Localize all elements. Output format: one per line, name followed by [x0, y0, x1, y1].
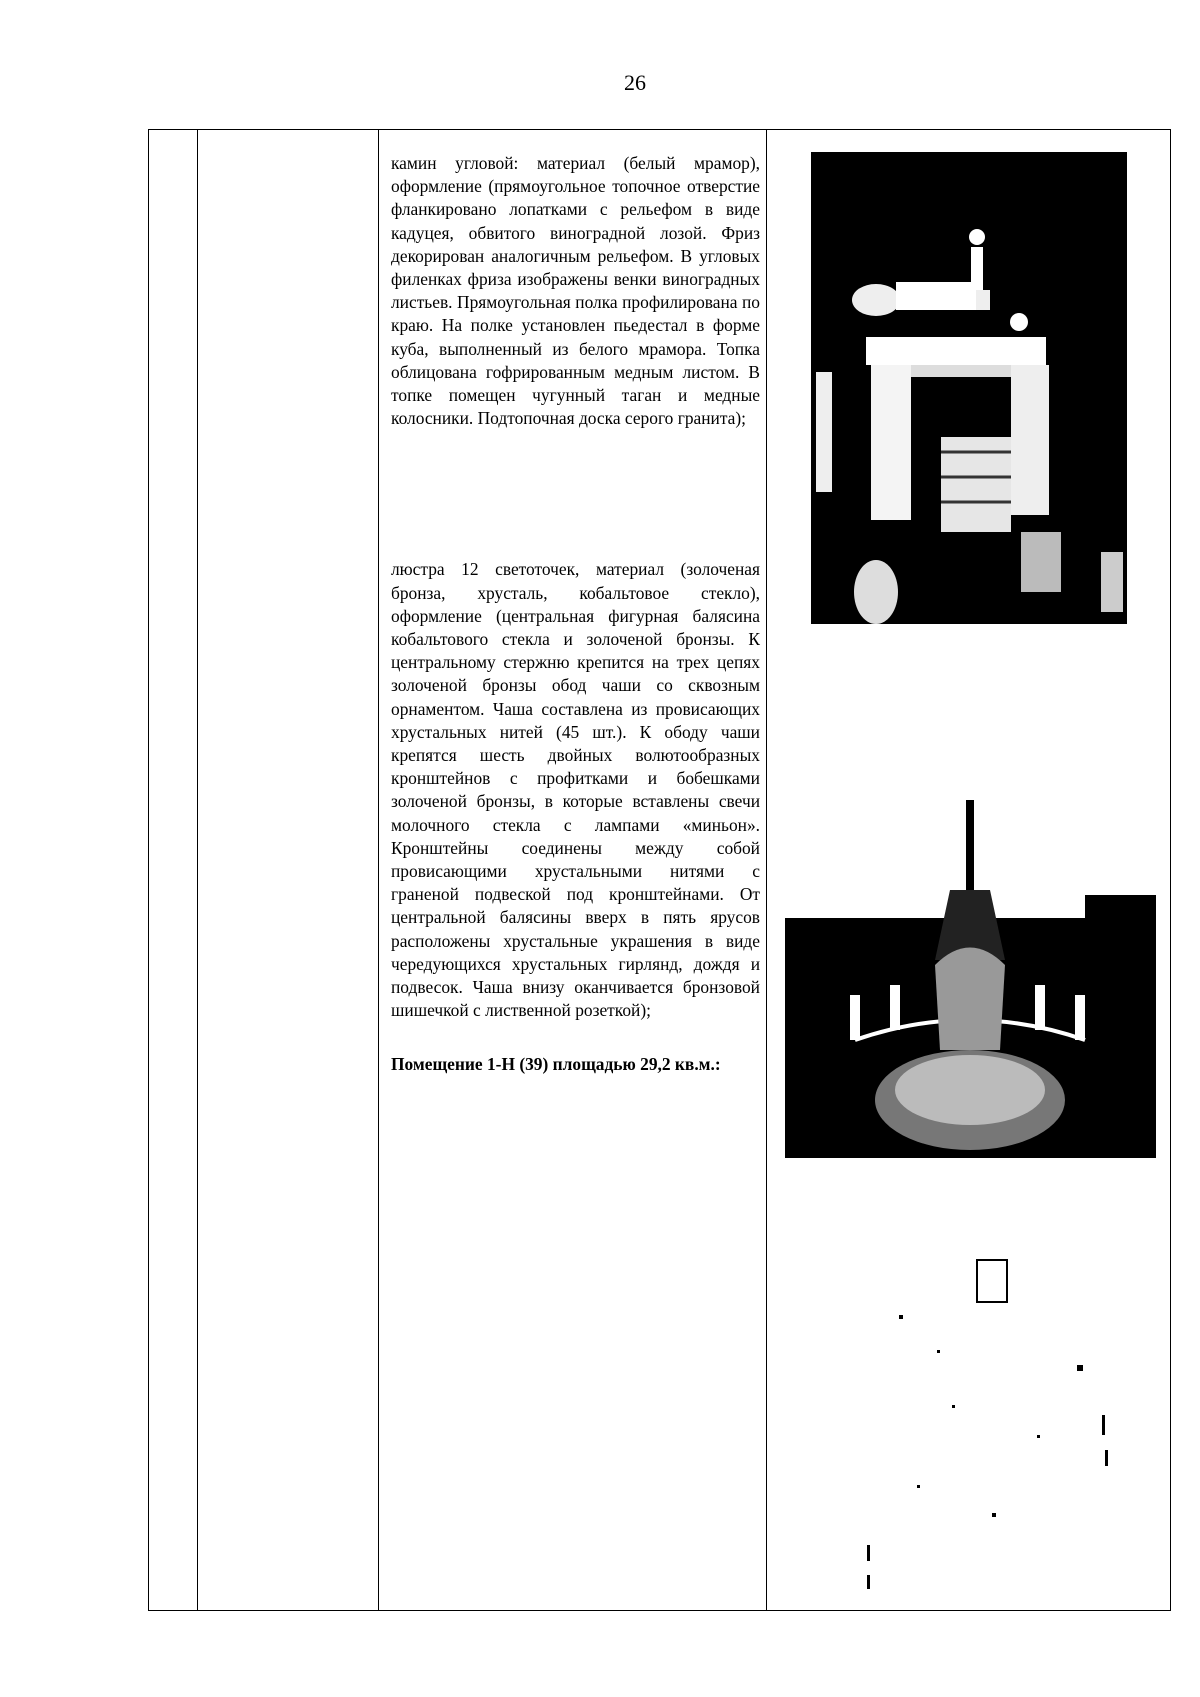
document-table [148, 129, 1171, 1611]
chandelier-photo [785, 800, 1156, 1158]
description-cell [379, 130, 767, 1611]
name-cell [198, 130, 379, 1611]
fireplace-photo [811, 152, 1127, 624]
room-photo [827, 1255, 1117, 1610]
chandelier-description: люстра 12 светоточек, материал (золоченая бронза, хрусталь, кобальтовое стекло), оформление (центральная фигурная балясина кобальтового стекла и золоченой бронзы. К центральному стержню крепится на трех цепях золоченой бронзы обод чаши со сквозным орнаментом. Чаша составлена из провисающих хрустальных нитей (45 шт.). К ободу чаши крепятся шесть двойных волютообразных кронштейнов с профитками и бобешками золоченой бронзы, в которые вставлены свечи молочного стекла с лампами «миньон». Кронштейны соединены между собой провисающими хрустальными нитями с граненой подвеской под кронштейнами. От центральной балясины вверх в пять ярусов расположены хрустальные украшения в виде чередующихся хрустальных гирлянд, дождя и подвесок. Чаша внизу оканчивается бронзовой шишечкой с лиственной розеткой); [391, 559, 760, 1021]
photo-cell [767, 130, 1171, 1611]
room-heading: Помещение 1-Н (39) площадью 29,2 кв.м.: [391, 1053, 721, 1074]
fireplace-description: камин угловой: материал (белый мрамор), оформление (прямоугольное топочное отверстие фланкировано лопатками с рельефом в виде кадуцея, обвитого виноградной лозой. Фриз декорирован аналогичным рельефом. В угловых филенках фриза изображены венки виноградных листьев. Прямоугольная полка профилирована по краю. На полке установлен пьедестал в форме куба, выполненный из белого мрамора. Топка облицована гофрированным медным листом. В топке помещен чугунный таган и медные колосники. Подтопочная доска серого гранита); [391, 153, 760, 429]
number-cell [149, 130, 198, 1611]
page-number: 26 [624, 70, 646, 95]
